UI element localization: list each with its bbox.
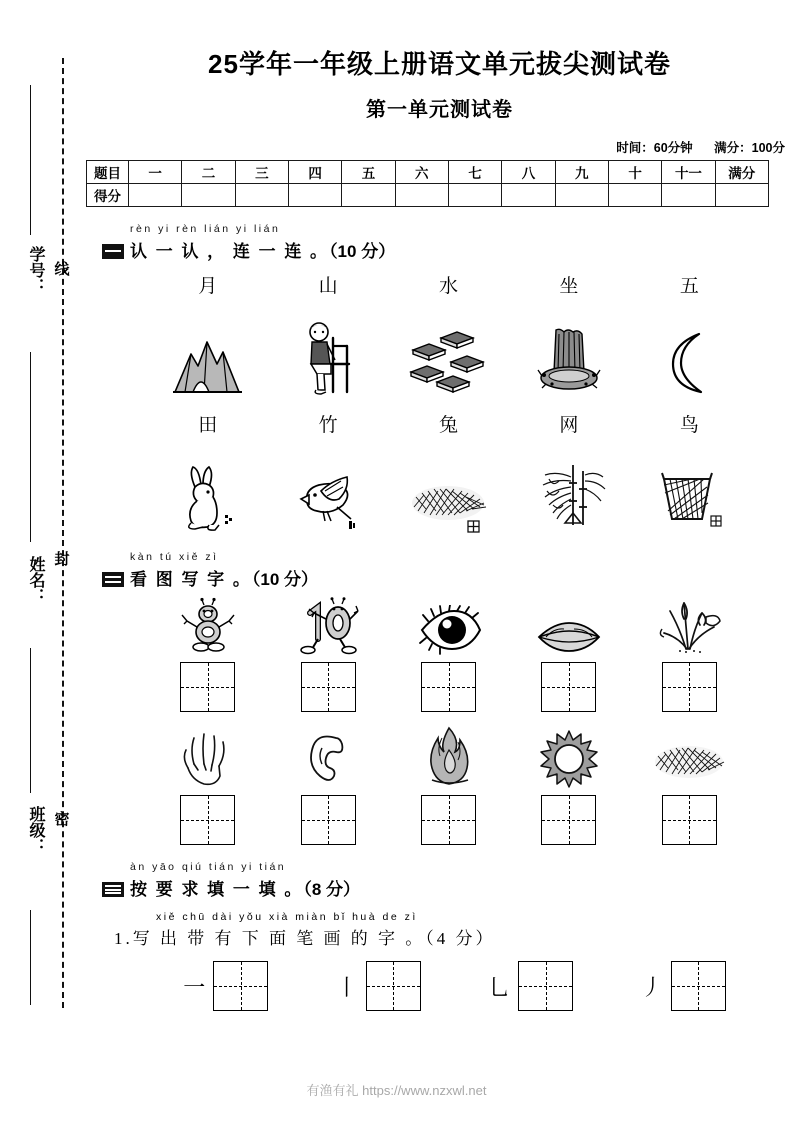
- score-table-header-scores: 得分: [87, 184, 129, 207]
- eye-icon: [414, 605, 484, 655]
- writing-grid[interactable]: [180, 662, 235, 712]
- seal-rule-3: [30, 648, 31, 793]
- number-eight-icon-slot: [179, 593, 237, 655]
- q2-item-ten[interactable]: [268, 593, 388, 712]
- q1-char-zhu[interactable]: 竹: [318, 415, 338, 436]
- question-1-heading: [86, 225, 793, 265]
- q2-item-ear[interactable]: [268, 726, 388, 845]
- moon-icon: [661, 330, 717, 396]
- score-cell-2[interactable]: [182, 184, 235, 207]
- question-2-text-line: [102, 565, 318, 590]
- ear-icon: [302, 730, 354, 788]
- table-row-questions: [87, 161, 769, 184]
- seal-char-mi: 密: [54, 811, 70, 828]
- two-bar-icon: [102, 572, 124, 587]
- net-icon-cell[interactable]: [629, 449, 749, 533]
- q2-item-fire[interactable]: [388, 726, 508, 845]
- score-cell-4[interactable]: [288, 184, 341, 207]
- rabbit-icon-cell[interactable]: [148, 449, 268, 533]
- writing-grid[interactable]: [301, 662, 356, 712]
- bird-icon-cell[interactable]: [268, 449, 388, 533]
- fire-icon-slot: [422, 726, 476, 788]
- question-3-pinyin: àn yāo qiú tián yi tián: [130, 861, 287, 873]
- q2-item-eye[interactable]: [388, 593, 508, 712]
- seal-char-xian: 线: [54, 261, 70, 278]
- q1-row2-pictures: [130, 449, 750, 533]
- q1-char-tian[interactable]: 田: [198, 415, 218, 436]
- writing-grid[interactable]: [213, 961, 268, 1011]
- grass-icon-slot: [656, 593, 722, 655]
- writing-grid[interactable]: [366, 961, 421, 1011]
- q2-item-field[interactable]: [629, 726, 749, 845]
- exam-sheet: [86, 0, 793, 1121]
- q1-char-niao[interactable]: 鸟: [679, 415, 699, 436]
- total-score-label: 满分：100分: [714, 141, 785, 155]
- grass-icon: [656, 595, 722, 655]
- eye-icon-slot: [414, 593, 484, 655]
- question-3-sub-1-text-line: [114, 924, 496, 949]
- q1-row1-pictures: [130, 312, 750, 396]
- page-subtitle: 第一单元测试卷: [366, 99, 513, 121]
- writing-grid[interactable]: [541, 795, 596, 845]
- net-icon: [654, 471, 724, 533]
- field-icon: [406, 475, 492, 533]
- score-cell-6[interactable]: [395, 184, 448, 207]
- stroke-pie-glyph: 丿: [640, 974, 663, 1000]
- score-table: [86, 160, 769, 207]
- one-bar-icon: [102, 244, 124, 259]
- q2-row1: [130, 593, 750, 712]
- student-id-label: 学号：: [27, 246, 44, 294]
- writing-grid[interactable]: [518, 961, 573, 1011]
- seal-dashed-line: [62, 58, 64, 1008]
- question-3-text-line: [102, 875, 360, 900]
- question-2-pinyin: kàn tú xiě zì: [130, 551, 219, 563]
- q3-stroke-item-heng[interactable]: [150, 961, 303, 1011]
- score-cell-5[interactable]: [342, 184, 395, 207]
- fire-icon: [422, 726, 476, 788]
- bamboo-icon: [529, 461, 609, 533]
- number-eight-icon: [179, 597, 237, 655]
- field-icon-cell[interactable]: [388, 449, 508, 533]
- seal-rule-2: [30, 352, 31, 542]
- student-class-label: 班级：: [27, 806, 44, 854]
- bird-icon: [293, 467, 363, 533]
- score-cell-total[interactable]: [715, 184, 768, 207]
- moon-icon-cell[interactable]: [629, 312, 749, 396]
- question-2-heading: [86, 553, 793, 593]
- writing-grid[interactable]: [541, 662, 596, 712]
- waterfall-icon-cell[interactable]: [509, 312, 629, 396]
- score-col-2: 二: [182, 161, 235, 184]
- mouth-icon-slot: [534, 593, 604, 655]
- score-cell-8[interactable]: [502, 184, 555, 207]
- q3-stroke-item-shuwangou[interactable]: [455, 961, 608, 1011]
- q2-row2: [130, 726, 750, 845]
- writing-grid[interactable]: [671, 961, 726, 1011]
- q2-item-hand[interactable]: [148, 726, 268, 845]
- five-books-icon-cell[interactable]: [388, 312, 508, 396]
- ear-icon-slot: [302, 726, 354, 788]
- writing-grid[interactable]: [421, 662, 476, 712]
- question-1-points: （10 分）: [329, 242, 396, 261]
- writing-grid[interactable]: [301, 795, 356, 845]
- footer-watermark: 有渔有礼 https://www.nzxwl.net: [306, 1083, 487, 1098]
- question-1-pinyin: rèn yi rèn lián yi lián: [130, 223, 281, 235]
- q2-item-sun[interactable]: [509, 726, 629, 845]
- q1-char-tu[interactable]: 兔: [439, 415, 459, 436]
- score-col-1: 一: [129, 161, 182, 184]
- question-1-text: 认 一 认 ， 连 一 连 。: [130, 242, 330, 261]
- field-icon: [648, 736, 730, 788]
- person-sitting-icon: [297, 320, 359, 396]
- mountain-icon-cell[interactable]: [148, 312, 268, 396]
- q2-item-mouth[interactable]: [509, 593, 629, 712]
- score-cell-11[interactable]: [662, 184, 715, 207]
- sun-icon: [539, 730, 599, 788]
- question-2-points: （10 分）: [251, 570, 319, 589]
- rabbit-icon: [177, 463, 239, 533]
- question-1-text-line: [102, 237, 395, 262]
- stroke-shu-glyph: 丨: [335, 974, 358, 1000]
- q1-char-wang[interactable]: 网: [559, 415, 579, 436]
- score-cell-9[interactable]: [555, 184, 608, 207]
- q3-stroke-row: [120, 961, 760, 1011]
- writing-grid[interactable]: [662, 662, 717, 712]
- hand-icon: [178, 732, 238, 788]
- score-col-4: 四: [288, 161, 341, 184]
- score-table-header-questions: 题目: [87, 161, 129, 184]
- student-name-label: 姓名：: [27, 556, 44, 604]
- person-sitting-icon-cell[interactable]: [268, 312, 388, 396]
- score-col-5: 五: [342, 161, 395, 184]
- score-col-8: 八: [502, 161, 555, 184]
- score-col-10: 十: [608, 161, 661, 184]
- stroke-shuwangou-glyph: 乚: [488, 974, 511, 1000]
- sun-icon-slot: [539, 726, 599, 788]
- mountain-icon: [171, 334, 245, 396]
- question-3-points: （8 分）: [303, 880, 361, 899]
- q3-stroke-item-shu[interactable]: [302, 961, 455, 1011]
- seal-char-feng: 封: [54, 551, 70, 568]
- five-books-icon: [407, 330, 491, 396]
- question-3-sub-1-pinyin: xiě chū dài yǒu xià miàn bǐ huà de zì: [156, 911, 418, 923]
- question-3-text: 按 要 求 填 一 填 。: [130, 880, 304, 899]
- three-bar-icon: [102, 882, 124, 897]
- seal-margin: [0, 0, 86, 1121]
- q2-item-eight[interactable]: [148, 593, 268, 712]
- q1-row1-characters: [130, 271, 750, 298]
- q3-stroke-item-pie[interactable]: [607, 961, 760, 1011]
- seal-rule-4: [30, 910, 31, 1005]
- q1-char-shan[interactable]: 山: [318, 276, 338, 297]
- score-col-total: 满分: [715, 161, 768, 184]
- field-icon-slot-2: [648, 726, 730, 788]
- hand-icon-slot: [178, 726, 238, 788]
- number-ten-icon-slot: [296, 593, 360, 655]
- seal-rule-1: [30, 85, 31, 235]
- q1-char-shui[interactable]: 水: [439, 276, 459, 297]
- q1-char-yue[interactable]: 月: [198, 276, 218, 297]
- score-col-6: 六: [395, 161, 448, 184]
- score-cell-7[interactable]: [448, 184, 501, 207]
- waterfall-icon: [530, 326, 608, 396]
- page-title: 25学年一年级上册语文单元拔尖测试卷: [208, 49, 671, 79]
- mouth-icon: [534, 619, 604, 655]
- question-3-heading: [86, 863, 793, 903]
- score-cell-1[interactable]: [129, 184, 182, 207]
- q1-char-wu[interactable]: 五: [679, 276, 699, 297]
- question-3-sub-1-points: （4 分）: [425, 929, 496, 948]
- writing-grid[interactable]: [421, 795, 476, 845]
- time-limit-label: 时间：60分钟: [616, 141, 693, 155]
- q1-row2-characters: [130, 410, 750, 437]
- score-col-3: 三: [235, 161, 288, 184]
- question-3-sub-1-number: 1.: [114, 929, 133, 948]
- writing-grid[interactable]: [180, 795, 235, 845]
- question-2-text: 看 图 写 字 。: [130, 570, 252, 589]
- score-cell-3[interactable]: [235, 184, 288, 207]
- table-row-scores: [87, 184, 769, 207]
- q2-item-grass[interactable]: [629, 593, 749, 712]
- question-3-sub-1-text: 写 出 带 有 下 面 笔 画 的 字 。: [132, 929, 426, 948]
- number-ten-icon: [296, 597, 360, 655]
- score-col-11: 十一: [662, 161, 715, 184]
- score-cell-10[interactable]: [608, 184, 661, 207]
- bamboo-icon-cell[interactable]: [509, 449, 629, 533]
- writing-grid[interactable]: [662, 795, 717, 845]
- score-col-9: 九: [555, 161, 608, 184]
- question-3-sub-1: [86, 911, 793, 953]
- exam-meta: [86, 138, 793, 156]
- stroke-heng-glyph: 一: [183, 974, 206, 1000]
- score-col-7: 七: [448, 161, 501, 184]
- q1-char-zuo[interactable]: 坐: [559, 276, 579, 297]
